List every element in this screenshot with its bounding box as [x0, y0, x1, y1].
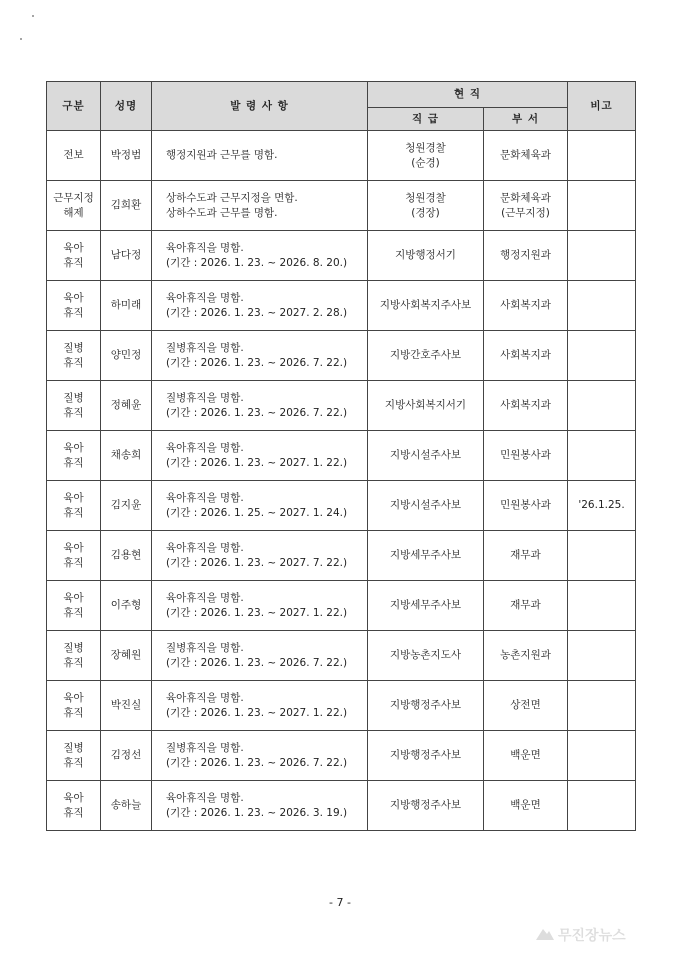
rank-cell [368, 531, 484, 581]
type-cell-line: 해제 [63, 206, 84, 219]
rank-cell [368, 631, 484, 681]
department-cell-line: 백운면 [510, 749, 541, 761]
table-row [47, 331, 636, 381]
header-order: 발 령 사 항 [152, 82, 368, 131]
type-cell [47, 531, 101, 581]
rank-cell-line: 지방농촌지도사 [389, 649, 461, 661]
order-cell-line: 육아휴직을 명함. [166, 491, 244, 504]
type-cell-line: 육아 [63, 241, 84, 254]
order-cell [152, 231, 368, 281]
order-cell-line: (기간 : 2026. 1. 23. ~ 2027. 2. 28.) [166, 306, 348, 319]
type-cell-line: 휴직 [63, 256, 84, 269]
department-cell [484, 331, 568, 381]
order-cell-line: 행정지원과 근무를 명함. [166, 149, 278, 161]
name-cell: 채송희 [101, 431, 152, 481]
rank-cell-line: 지방세무주사보 [389, 549, 461, 561]
type-cell-line: 육아 [63, 791, 84, 804]
mountain-logo-icon [536, 926, 554, 944]
type-cell [47, 731, 101, 781]
header-name: 성명 [101, 82, 152, 131]
name-cell: 남다정 [101, 231, 152, 281]
order-cell [152, 381, 368, 431]
type-cell [47, 681, 101, 731]
rank-cell-line: 청원경찰 [405, 191, 446, 204]
department-cell-line: 재무과 [510, 599, 541, 611]
type-cell [47, 781, 101, 831]
order-cell [152, 481, 368, 531]
department-cell [484, 131, 568, 181]
order-cell-line: (기간 : 2026. 1. 23. ~ 2026. 8. 20.) [166, 256, 348, 269]
table-row [47, 481, 636, 531]
name-cell: 송하늘 [101, 781, 152, 831]
department-cell-line: 민원봉사과 [500, 449, 551, 461]
header-department: 부 서 [484, 108, 568, 131]
personnel-order-table [46, 81, 636, 831]
rank-cell-line: 청원경찰 [405, 141, 446, 154]
rank-cell-line: (경장) [411, 206, 440, 219]
rank-cell-line: 지방간호주사보 [389, 349, 461, 361]
header-type: 구분 [47, 82, 101, 131]
rank-cell-line: 지방사회복지주사보 [379, 299, 472, 311]
header-rank: 직 급 [368, 108, 484, 131]
order-cell-line: (기간 : 2026. 1. 23. ~ 2027. 7. 22.) [166, 556, 348, 569]
note-cell [568, 431, 636, 481]
table-row [47, 531, 636, 581]
header-current-position: 현 직 [368, 82, 568, 108]
note-cell [568, 781, 636, 831]
type-cell-line: 질병 [63, 741, 84, 754]
rank-cell [368, 231, 484, 281]
type-cell-line: 휴직 [63, 506, 84, 519]
department-cell [484, 781, 568, 831]
order-cell [152, 531, 368, 581]
type-cell-line: 근무지정 [53, 191, 94, 204]
type-cell-line: 질병 [63, 391, 84, 404]
name-cell: 김지윤 [101, 481, 152, 531]
name-cell: 박진실 [101, 681, 152, 731]
table-row [47, 431, 636, 481]
rank-cell [368, 581, 484, 631]
table-row [47, 731, 636, 781]
department-cell [484, 181, 568, 231]
department-cell [484, 431, 568, 481]
note-cell: '26.1.25. [568, 481, 636, 531]
table-header [47, 82, 636, 131]
watermark [536, 925, 626, 945]
order-cell-line: 질병휴직을 명함. [166, 341, 244, 354]
rank-cell-line: 지방행정주사보 [389, 749, 461, 761]
rank-cell-line: 지방행정주사보 [389, 799, 461, 811]
order-cell [152, 181, 368, 231]
order-cell-line: (기간 : 2026. 1. 23. ~ 2026. 7. 22.) [166, 656, 348, 669]
order-cell-line: 육아휴직을 명함. [166, 541, 244, 554]
note-cell [568, 631, 636, 681]
department-cell-line: 문화체육과 [500, 149, 551, 161]
order-cell-line: 상하수도과 근무를 명함. [166, 206, 278, 219]
table-row [47, 631, 636, 681]
type-cell-line: 휴직 [63, 306, 84, 319]
rank-cell [368, 131, 484, 181]
type-cell-line: 육아 [63, 491, 84, 504]
name-cell: 김정선 [101, 731, 152, 781]
note-cell [568, 131, 636, 181]
order-cell-line: (기간 : 2026. 1. 23. ~ 2026. 7. 22.) [166, 406, 348, 419]
rank-cell-line: 지방행정주사보 [389, 699, 461, 711]
order-cell [152, 581, 368, 631]
order-cell [152, 631, 368, 681]
table-row [47, 281, 636, 331]
type-cell-line: 휴직 [63, 756, 84, 769]
type-cell-line: 휴직 [63, 656, 84, 669]
department-cell-line: (근무지정) [501, 206, 550, 219]
note-cell [568, 231, 636, 281]
header-note: 비고 [568, 82, 636, 131]
order-cell [152, 281, 368, 331]
note-cell [568, 681, 636, 731]
table-row [47, 381, 636, 431]
table-row [47, 181, 636, 231]
name-cell: 김희환 [101, 181, 152, 231]
department-cell [484, 481, 568, 531]
order-cell-line: (기간 : 2026. 1. 23. ~ 2027. 1. 22.) [166, 706, 348, 719]
order-cell [152, 431, 368, 481]
department-cell [484, 531, 568, 581]
rank-cell-line: 지방시설주사보 [389, 449, 461, 461]
name-cell: 이주형 [101, 581, 152, 631]
department-cell [484, 731, 568, 781]
type-cell [47, 381, 101, 431]
type-cell-line: 질병 [63, 641, 84, 654]
type-cell-line: 육아 [63, 441, 84, 454]
type-cell-line: 휴직 [63, 806, 84, 819]
rank-cell-line: 지방사회복지서기 [384, 399, 467, 411]
department-cell-line: 사회복지과 [500, 299, 551, 311]
name-cell: 정혜윤 [101, 381, 152, 431]
order-cell [152, 681, 368, 731]
rank-cell [368, 381, 484, 431]
rank-cell [368, 731, 484, 781]
order-cell-line: (기간 : 2026. 1. 25. ~ 2027. 1. 24.) [166, 506, 348, 519]
department-cell [484, 631, 568, 681]
department-cell-line: 행정지원과 [500, 249, 551, 261]
note-cell [568, 181, 636, 231]
type-cell-line: 휴직 [63, 356, 84, 369]
order-cell [152, 781, 368, 831]
order-cell-line: 육아휴직을 명함. [166, 591, 244, 604]
table-row [47, 131, 636, 181]
department-cell [484, 281, 568, 331]
order-cell [152, 731, 368, 781]
type-cell-line: 육아 [63, 591, 84, 604]
type-cell [47, 481, 101, 531]
rank-cell [368, 481, 484, 531]
type-cell [47, 631, 101, 681]
department-cell [484, 581, 568, 631]
rank-cell-line: 지방세무주사보 [389, 599, 461, 611]
type-cell [47, 581, 101, 631]
scan-speck [32, 15, 34, 17]
name-cell: 양민정 [101, 331, 152, 381]
type-cell [47, 181, 101, 231]
order-cell-line: 상하수도과 근무지정을 면함. [166, 191, 298, 204]
rank-cell [368, 331, 484, 381]
department-cell-line: 사회복지과 [500, 399, 551, 411]
name-cell: 박정범 [101, 131, 152, 181]
table-row [47, 231, 636, 281]
note-cell [568, 731, 636, 781]
order-cell-line: 육아휴직을 명함. [166, 691, 244, 704]
type-cell-line: 육아 [63, 691, 84, 704]
note-cell [568, 281, 636, 331]
type-cell-line: 휴직 [63, 606, 84, 619]
rank-cell-line: (순경) [411, 156, 440, 169]
order-cell-line: 질병휴직을 명함. [166, 741, 244, 754]
type-cell [47, 131, 101, 181]
table-row [47, 681, 636, 731]
department-cell [484, 681, 568, 731]
rank-cell [368, 681, 484, 731]
note-cell [568, 531, 636, 581]
note-cell [568, 381, 636, 431]
order-cell [152, 331, 368, 381]
order-cell-line: 육아휴직을 명함. [166, 441, 244, 454]
order-cell-line: 육아휴직을 명함. [166, 241, 244, 254]
department-cell-line: 사회복지과 [500, 349, 551, 361]
type-cell [47, 281, 101, 331]
type-cell-line: 휴직 [63, 456, 84, 469]
name-cell: 김용현 [101, 531, 152, 581]
type-cell-line: 휴직 [63, 556, 84, 569]
note-cell [568, 581, 636, 631]
order-cell [152, 131, 368, 181]
name-cell: 장혜원 [101, 631, 152, 681]
rank-cell [368, 281, 484, 331]
department-cell-line: 상전면 [510, 699, 541, 711]
order-cell-line: (기간 : 2026. 1. 23. ~ 2026. 7. 22.) [166, 756, 348, 769]
type-cell-line: 휴직 [63, 706, 84, 719]
department-cell [484, 381, 568, 431]
table-row [47, 781, 636, 831]
type-cell [47, 431, 101, 481]
page-number: - 7 - [329, 896, 351, 909]
type-cell-line: 육아 [63, 541, 84, 554]
order-cell-line: 질병휴직을 명함. [166, 391, 244, 404]
order-cell-line: 육아휴직을 명함. [166, 791, 244, 804]
order-cell-line: (기간 : 2026. 1. 23. ~ 2026. 3. 19.) [166, 806, 348, 819]
table-row [47, 581, 636, 631]
type-cell-line: 육아 [63, 291, 84, 304]
rank-cell [368, 781, 484, 831]
rank-cell-line: 지방시설주사보 [389, 499, 461, 511]
type-cell [47, 331, 101, 381]
order-cell-line: (기간 : 2026. 1. 23. ~ 2026. 7. 22.) [166, 356, 348, 369]
rank-cell [368, 181, 484, 231]
type-cell-line: 질병 [63, 341, 84, 354]
type-cell-line: 휴직 [63, 406, 84, 419]
type-cell [47, 231, 101, 281]
department-cell-line: 재무과 [510, 549, 541, 561]
department-cell-line: 문화체육과 [500, 191, 551, 204]
department-cell-line: 농촌지원과 [500, 649, 551, 661]
department-cell-line: 백운면 [510, 799, 541, 811]
rank-cell-line: 지방행정서기 [395, 249, 456, 261]
note-cell [568, 331, 636, 381]
order-cell-line: (기간 : 2026. 1. 23. ~ 2027. 1. 22.) [166, 606, 348, 619]
type-cell-line: 전보 [63, 149, 84, 161]
department-cell [484, 231, 568, 281]
order-cell-line: 질병휴직을 명함. [166, 641, 244, 654]
name-cell: 하미래 [101, 281, 152, 331]
table-body [47, 131, 636, 831]
rank-cell [368, 431, 484, 481]
department-cell-line: 민원봉사과 [500, 499, 551, 511]
order-cell-line: (기간 : 2026. 1. 23. ~ 2027. 1. 22.) [166, 456, 348, 469]
order-cell-line: 육아휴직을 명함. [166, 291, 244, 304]
scan-speck [20, 38, 22, 40]
watermark-text: 무진장뉴스 [558, 928, 626, 944]
